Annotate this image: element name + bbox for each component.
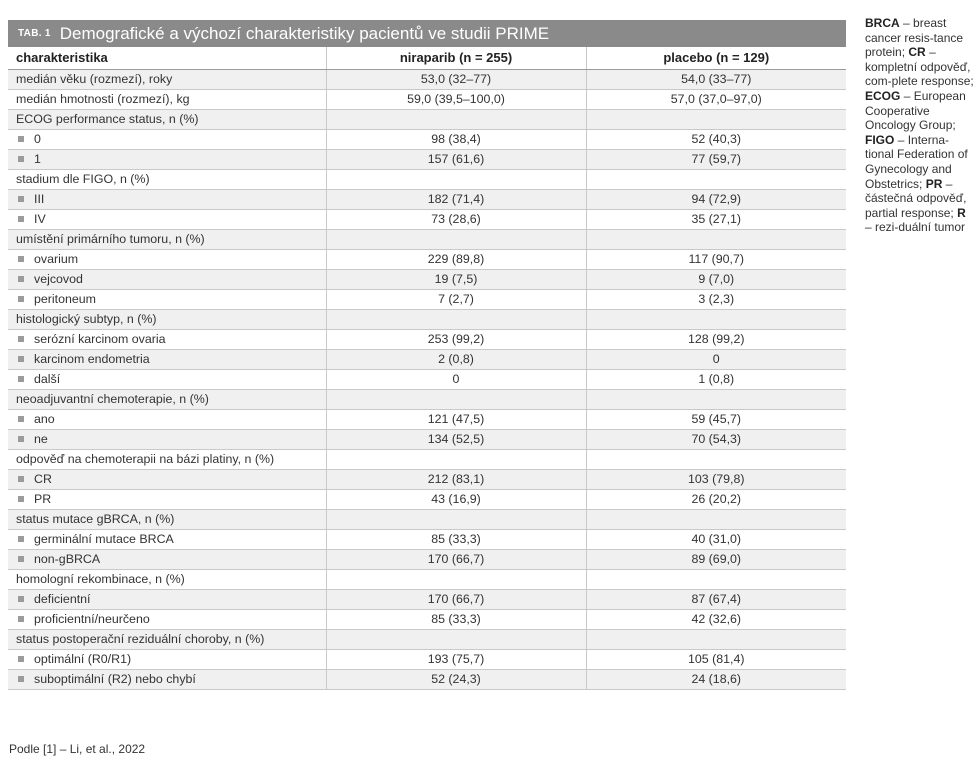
row-label-cell	[8, 589, 326, 609]
table-row	[8, 449, 846, 469]
row-label: status postoperační reziduální choroby, n (%)	[16, 632, 265, 646]
placebo-value-cell: 26 (20,2)	[586, 489, 846, 509]
table-row-subitem	[8, 269, 846, 289]
niraparib-value-cell: 229 (89,8)	[326, 249, 586, 269]
row-label: histologický subtyp, n (%)	[16, 312, 157, 326]
table-title: Demografické a výchozí charakteristiky pacientů ve studii PRIME	[59, 23, 550, 43]
legend-definition: – rezi-duální tumor	[865, 220, 966, 235]
placebo-value-cell: 128 (99,2)	[586, 329, 846, 349]
data-table-block	[8, 20, 846, 690]
placebo-value-cell: 117 (90,7)	[586, 249, 846, 269]
table-row-subitem	[8, 429, 846, 449]
row-label-cell	[8, 489, 326, 509]
table-header-row	[8, 47, 846, 69]
row-label-cell	[8, 349, 326, 369]
row-label: vejcovod	[34, 272, 83, 286]
legend-abbreviation: BRCA	[865, 16, 900, 30]
table-row	[8, 89, 846, 109]
niraparib-value-cell: 193 (75,7)	[326, 649, 586, 669]
niraparib-value-cell: 157 (61,6)	[326, 149, 586, 169]
row-label: ne	[34, 432, 48, 446]
square-bullet-icon	[18, 336, 24, 342]
table-row-subitem	[8, 589, 846, 609]
row-label: stadium dle FIGO, n (%)	[16, 172, 150, 186]
square-bullet-icon	[18, 296, 24, 302]
niraparib-value-cell: 253 (99,2)	[326, 329, 586, 349]
characteristics-table	[8, 47, 846, 690]
row-label-cell	[8, 389, 326, 409]
row-label: IV	[34, 212, 46, 226]
row-label: serózní karcinom ovaria	[34, 332, 166, 346]
legend-abbreviation: ECOG	[865, 88, 901, 103]
niraparib-value-cell: 0	[326, 369, 586, 389]
legend-abbreviation: FIGO	[865, 132, 895, 147]
niraparib-value-cell: 212 (83,1)	[326, 469, 586, 489]
row-label-cell	[8, 569, 326, 589]
table-body	[8, 69, 846, 689]
row-label-cell	[8, 429, 326, 449]
placebo-value-cell: 9 (7,0)	[586, 269, 846, 289]
legend-abbreviation: PR	[925, 176, 943, 191]
niraparib-value-cell	[326, 169, 586, 189]
square-bullet-icon	[18, 156, 24, 162]
square-bullet-icon	[18, 436, 24, 442]
placebo-value-cell: 1 (0,8)	[586, 369, 846, 389]
table-row	[8, 389, 846, 409]
row-label-cell	[8, 629, 326, 649]
legend-definition: – European Cooperative Oncology Group;	[865, 88, 966, 133]
row-label: PR	[34, 492, 52, 506]
row-label: ovarium	[34, 252, 79, 266]
niraparib-value-cell: 134 (52,5)	[326, 429, 586, 449]
row-label: suboptimální (R2) nebo chybí	[34, 672, 196, 686]
source-note: Podle [1] – Li, et al., 2022	[9, 742, 146, 756]
niraparib-value-cell	[326, 229, 586, 249]
table-row	[8, 169, 846, 189]
square-bullet-icon	[18, 656, 24, 662]
table-row-subitem	[8, 189, 846, 209]
niraparib-value-cell: 182 (71,4)	[326, 189, 586, 209]
table-title-bar	[8, 20, 846, 47]
legend-definition: – kompletní odpověď, com-plete response;	[865, 45, 974, 89]
row-label: germinální mutace BRCA	[34, 532, 174, 546]
table-row	[8, 509, 846, 529]
niraparib-value-cell: 98 (38,4)	[326, 129, 586, 149]
niraparib-value-cell	[326, 629, 586, 649]
row-label: umístění primárního tumoru, n (%)	[16, 232, 205, 246]
table-row	[8, 629, 846, 649]
row-label-cell	[8, 169, 326, 189]
placebo-value-cell	[586, 629, 846, 649]
square-bullet-icon	[18, 256, 24, 262]
row-label: odpověď na chemoterapii na bázi platiny, n (%)	[16, 452, 275, 466]
placebo-value-cell: 105 (81,4)	[586, 649, 846, 669]
table-row-subitem	[8, 209, 846, 229]
square-bullet-icon	[18, 556, 24, 562]
row-label-cell	[8, 649, 326, 669]
placebo-value-cell	[586, 569, 846, 589]
niraparib-value-cell	[326, 569, 586, 589]
row-label-cell	[8, 409, 326, 429]
table-row	[8, 229, 846, 249]
niraparib-value-cell: 53,0 (32–77)	[326, 69, 586, 89]
legend-definition: – breast cancer resis-tance protein;	[865, 16, 964, 60]
niraparib-value-cell: 19 (7,5)	[326, 269, 586, 289]
table-number-label: TAB. 1	[18, 28, 51, 39]
abbreviation-legend	[865, 16, 975, 235]
table-row-subitem	[8, 489, 846, 509]
niraparib-value-cell: 52 (24,3)	[326, 669, 586, 689]
table-row-subitem	[8, 529, 846, 549]
row-label: 0	[34, 132, 41, 146]
niraparib-value-cell: 73 (28,6)	[326, 209, 586, 229]
row-label-cell	[8, 129, 326, 149]
row-label: CR	[34, 472, 52, 486]
niraparib-value-cell: 170 (66,7)	[326, 549, 586, 569]
table-row-subitem	[8, 249, 846, 269]
square-bullet-icon	[18, 496, 24, 502]
niraparib-value-cell: 59,0 (39,5–100,0)	[326, 89, 586, 109]
placebo-value-cell: 42 (32,6)	[586, 609, 846, 629]
row-label-cell	[8, 509, 326, 529]
placebo-value-cell: 103 (79,8)	[586, 469, 846, 489]
table-row-subitem	[8, 349, 846, 369]
table-row-subitem	[8, 609, 846, 629]
placebo-value-cell: 57,0 (37,0–97,0)	[586, 89, 846, 109]
row-label-cell	[8, 69, 326, 89]
placebo-value-cell: 0	[586, 349, 846, 369]
placebo-value-cell: 89 (69,0)	[586, 549, 846, 569]
square-bullet-icon	[18, 216, 24, 222]
row-label-cell	[8, 229, 326, 249]
placebo-value-cell	[586, 509, 846, 529]
row-label-cell	[8, 289, 326, 309]
niraparib-value-cell: 7 (2,7)	[326, 289, 586, 309]
legend-definition: – částečná odpověď, partial response;	[865, 176, 967, 220]
square-bullet-icon	[18, 416, 24, 422]
table-row-subitem	[8, 329, 846, 349]
placebo-value-cell	[586, 389, 846, 409]
row-label: proficientní/neurčeno	[34, 612, 150, 626]
niraparib-value-cell	[326, 449, 586, 469]
legend-abbreviation: CR	[908, 45, 926, 60]
row-label-cell	[8, 669, 326, 689]
header-placebo: placebo (n = 129)	[586, 47, 846, 69]
row-label-cell	[8, 209, 326, 229]
square-bullet-icon	[18, 196, 24, 202]
placebo-value-cell: 77 (59,7)	[586, 149, 846, 169]
table-row-subitem	[8, 369, 846, 389]
table-row-subitem	[8, 129, 846, 149]
placebo-value-cell	[586, 309, 846, 329]
niraparib-value-cell	[326, 509, 586, 529]
row-label-cell	[8, 149, 326, 169]
placebo-value-cell	[586, 449, 846, 469]
row-label: homologní rekombinace, n (%)	[16, 572, 185, 586]
niraparib-value-cell	[326, 309, 586, 329]
placebo-value-cell	[586, 169, 846, 189]
row-label: ECOG performance status, n (%)	[16, 112, 199, 126]
row-label-cell	[8, 609, 326, 629]
square-bullet-icon	[18, 136, 24, 142]
placebo-value-cell	[586, 109, 846, 129]
niraparib-value-cell: 2 (0,8)	[326, 349, 586, 369]
table-row	[8, 569, 846, 589]
header-characteristic: charakteristika	[8, 47, 326, 69]
row-label: peritoneum	[34, 292, 96, 306]
table-row	[8, 109, 846, 129]
placebo-value-cell: 3 (2,3)	[586, 289, 846, 309]
table-row-subitem	[8, 669, 846, 689]
placebo-value-cell: 40 (31,0)	[586, 529, 846, 549]
row-label: medián věku (rozmezí), roky	[16, 72, 173, 86]
placebo-value-cell: 94 (72,9)	[586, 189, 846, 209]
table-row-subitem	[8, 649, 846, 669]
placebo-value-cell: 59 (45,7)	[586, 409, 846, 429]
row-label: status mutace gBRCA, n (%)	[16, 512, 175, 526]
legend-abbreviation: R	[957, 205, 966, 220]
square-bullet-icon	[18, 676, 24, 682]
row-label: III	[34, 192, 45, 206]
row-label: medián hmotnosti (rozmezí), kg	[16, 92, 190, 106]
row-label: neoadjuvantní chemoterapie, n (%)	[16, 392, 209, 406]
placebo-value-cell: 52 (40,3)	[586, 129, 846, 149]
row-label: optimální (R0/R1)	[34, 652, 132, 666]
row-label-cell	[8, 529, 326, 549]
table-row-subitem	[8, 549, 846, 569]
table-row-subitem	[8, 289, 846, 309]
table-row-subitem	[8, 409, 846, 429]
table-row-subitem	[8, 469, 846, 489]
legend-definition: – Interna-tional Federation of Gynecology and Obstetrics;	[865, 132, 968, 191]
row-label-cell	[8, 89, 326, 109]
table-row	[8, 69, 846, 89]
row-label-cell	[8, 449, 326, 469]
niraparib-value-cell: 170 (66,7)	[326, 589, 586, 609]
placebo-value-cell: 70 (54,3)	[586, 429, 846, 449]
niraparib-value-cell: 43 (16,9)	[326, 489, 586, 509]
row-label: non-gBRCA	[34, 552, 101, 566]
row-label-cell	[8, 369, 326, 389]
row-label: ano	[34, 412, 55, 426]
placebo-value-cell	[586, 229, 846, 249]
row-label: karcinom endometria	[34, 352, 150, 366]
square-bullet-icon	[18, 356, 24, 362]
square-bullet-icon	[18, 536, 24, 542]
placebo-value-cell: 24 (18,6)	[586, 669, 846, 689]
row-label-cell	[8, 109, 326, 129]
niraparib-value-cell	[326, 389, 586, 409]
placebo-value-cell: 87 (67,4)	[586, 589, 846, 609]
row-label: 1	[34, 152, 41, 166]
square-bullet-icon	[18, 476, 24, 482]
row-label: deficientní	[34, 592, 91, 606]
row-label-cell	[8, 329, 326, 349]
square-bullet-icon	[18, 596, 24, 602]
square-bullet-icon	[18, 276, 24, 282]
niraparib-value-cell: 85 (33,3)	[326, 529, 586, 549]
niraparib-value-cell	[326, 109, 586, 129]
table-row-subitem	[8, 149, 846, 169]
placebo-value-cell: 54,0 (33–77)	[586, 69, 846, 89]
niraparib-value-cell: 85 (33,3)	[326, 609, 586, 629]
table-row	[8, 309, 846, 329]
row-label-cell	[8, 249, 326, 269]
row-label-cell	[8, 189, 326, 209]
header-niraparib: niraparib (n = 255)	[326, 47, 586, 69]
placebo-value-cell: 35 (27,1)	[586, 209, 846, 229]
row-label-cell	[8, 269, 326, 289]
row-label: další	[34, 372, 61, 386]
square-bullet-icon	[18, 616, 24, 622]
niraparib-value-cell: 121 (47,5)	[326, 409, 586, 429]
row-label-cell	[8, 549, 326, 569]
row-label-cell	[8, 469, 326, 489]
row-label-cell	[8, 309, 326, 329]
square-bullet-icon	[18, 376, 24, 382]
